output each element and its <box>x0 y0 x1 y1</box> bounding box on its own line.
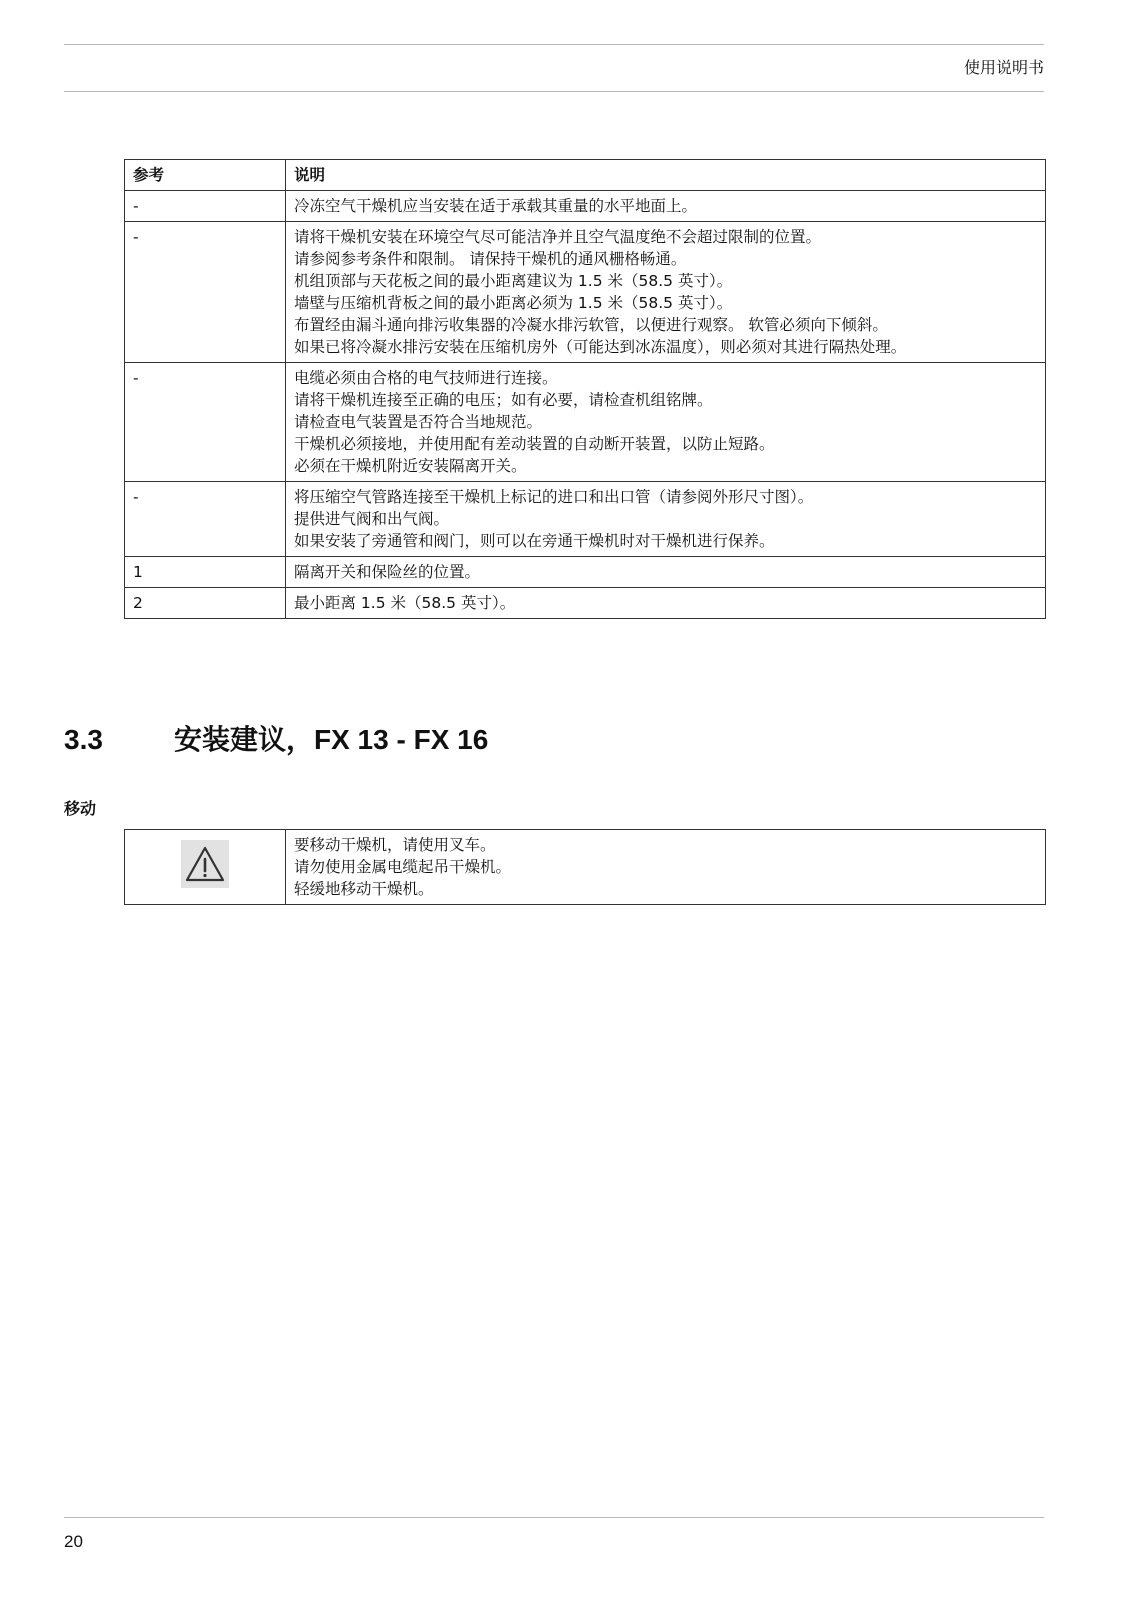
row-ref: - <box>125 222 286 363</box>
row-ref: - <box>125 482 286 557</box>
footer-rule <box>64 1517 1044 1518</box>
description-line: 必须在干燥机附近安装隔离开关。 <box>294 457 527 475</box>
table-row <box>125 363 1046 482</box>
description-line: 请检查电气装置是否符合当地规范。 <box>294 413 543 431</box>
reference-table <box>124 159 1046 619</box>
row-ref: 2 <box>125 588 286 619</box>
table-row <box>125 557 1046 588</box>
description-line: 布置经由漏斗通向排污收集器的冷凝水排污软管，以便进行观察。 软管必须向下倾斜。 <box>294 316 888 334</box>
warning-line: 轻缓地移动干燥机。 <box>294 880 434 898</box>
description-line: 干燥机必须接地，并使用配有差动装置的自动断开装置，以防止短路。 <box>294 435 775 453</box>
table-row <box>125 830 1046 905</box>
table-row <box>125 222 1046 363</box>
table-header-row <box>125 160 1046 191</box>
subheading: 移动 <box>64 799 97 818</box>
description-line: 如果安装了旁通管和阀门，则可以在旁通干燥机时对干燥机进行保养。 <box>294 532 775 550</box>
column-header-desc: 说明 <box>286 160 1046 191</box>
row-description <box>286 363 1046 482</box>
description-line: 提供进气阀和出气阀。 <box>294 510 450 528</box>
description-line: 如果已将冷凝水排污安装在压缩机房外（可能达到冰冻温度），则必须对其进行隔热处理。 <box>294 338 907 356</box>
description-line: 电缆必须由合格的电气技师进行连接。 <box>294 369 558 387</box>
warning-line: 要移动干燥机，请使用叉车。 <box>294 836 496 854</box>
description-line: 最小距离 1.5 米（58.5 英寸）。 <box>294 594 516 612</box>
row-description <box>286 191 1046 222</box>
column-header-ref: 参考 <box>125 160 286 191</box>
description-line: 冷冻空气干燥机应当安装在适于承载其重量的水平地面上。 <box>294 197 698 215</box>
description-line: 将压缩空气管路连接至干燥机上标记的进口和出口管（请参阅外形尺寸图）。 <box>294 488 814 506</box>
section-title: 安装建议，FX 13 - FX 16 <box>174 724 489 755</box>
description-line: 机组顶部与天花板之间的最小距离建议为 1.5 米（58.5 英寸）。 <box>294 272 733 290</box>
row-ref: - <box>125 191 286 222</box>
row-description <box>286 482 1046 557</box>
warning-line: 请勿使用金属电缆起吊干燥机。 <box>294 858 512 876</box>
row-ref: 1 <box>125 557 286 588</box>
warning-triangle-icon <box>181 840 229 888</box>
document-title: 使用说明书 <box>963 58 1044 77</box>
header-rule-bottom <box>64 91 1044 92</box>
row-description <box>286 588 1046 619</box>
warning-icon-cell <box>125 830 286 905</box>
page-number: 20 <box>64 1532 83 1551</box>
table-row <box>125 588 1046 619</box>
section-heading <box>64 722 488 758</box>
section-number: 3.3 <box>64 724 103 755</box>
row-description <box>286 557 1046 588</box>
description-line: 请将干燥机连接至正确的电压；如有必要，请检查机组铭牌。 <box>294 391 713 409</box>
description-line: 请将干燥机安装在环境空气尽可能洁净并且空气温度绝不会超过限制的位置。 <box>294 228 822 246</box>
row-ref: - <box>125 363 286 482</box>
table-row <box>125 482 1046 557</box>
warning-text <box>286 830 1046 905</box>
description-line: 隔离开关和保险丝的位置。 <box>294 563 481 581</box>
row-description <box>286 222 1046 363</box>
table-row <box>125 191 1046 222</box>
description-line: 墙壁与压缩机背板之间的最小距离必须为 1.5 米（58.5 英寸）。 <box>294 294 733 312</box>
description-line: 请参阅参考条件和限制。 请保持干燥机的通风栅格畅通。 <box>294 250 687 268</box>
header-rule-top <box>64 44 1044 45</box>
warning-table <box>124 829 1046 905</box>
